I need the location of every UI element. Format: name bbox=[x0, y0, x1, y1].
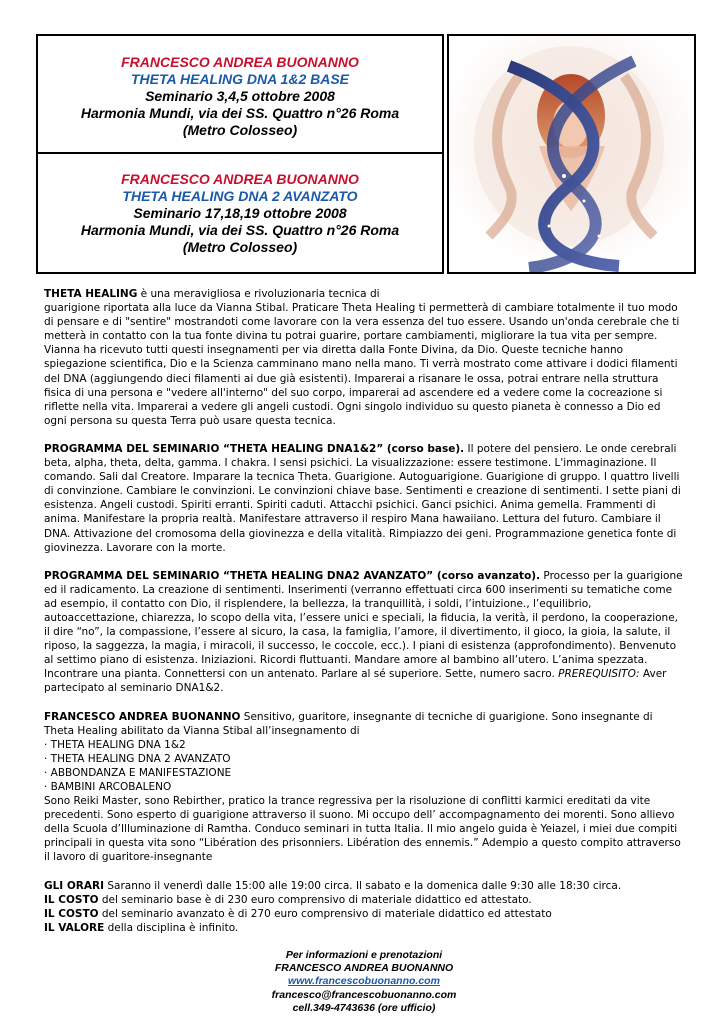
course-list bbox=[44, 738, 684, 794]
bio-first-line bbox=[44, 710, 684, 724]
seminar-venue: Harmonia Mundi, via dei SS. Quattro n°26 Roma bbox=[80, 105, 400, 121]
list-item: · THETA HEALING DNA 1&2 bbox=[44, 738, 186, 751]
contact-email[interactable]: francesco@francescobuonanno.com bbox=[271, 988, 457, 1001]
intro-paragraph bbox=[44, 287, 684, 428]
info-cost-advanced bbox=[44, 907, 684, 921]
program-base-paragraph bbox=[44, 442, 684, 555]
program-base-heading: PROGRAMMA DEL SEMINARIO “THETA HEALING DNA1&2” (corso base). bbox=[44, 442, 465, 455]
info-text: Saranno il venerdì dalle 15:00 alle 19:00 circa. Il sabato e la domenica dalle 9:30 alle 18:30 circa. bbox=[104, 879, 622, 892]
teacher-name: FRANCESCO ANDREA BUONANNO bbox=[121, 54, 359, 70]
contact-name: FRANCESCO ANDREA BUONANNO bbox=[274, 962, 454, 975]
list-item: · ABBONDANZA E MANIFESTAZIONE bbox=[44, 766, 232, 779]
illustration-box bbox=[447, 34, 696, 274]
header-box bbox=[36, 34, 444, 274]
prerequisite-label: PREREQUISITO: bbox=[558, 668, 640, 681]
course-title: THETA HEALING DNA 2 AVANZATO bbox=[122, 188, 358, 204]
website-link[interactable]: www.francescobuonanno.com bbox=[288, 975, 440, 988]
info-label: GLI ORARI bbox=[44, 879, 105, 892]
dna-woman-illustration bbox=[449, 36, 694, 272]
seminar-block-base bbox=[38, 54, 442, 139]
prerequisite-text: Aver partecipato al seminario DNA1&2. bbox=[44, 668, 667, 695]
info-label: IL VALORE bbox=[44, 921, 105, 934]
seminar-dates: Seminario 17,18,19 ottobre 2008 bbox=[133, 205, 347, 221]
contact-heading: Per informazioni e prenotazioni bbox=[285, 948, 443, 961]
info-label: IL COSTO bbox=[44, 893, 99, 906]
intro-text: guarigione riportata alla luce da Vianna Stibal. Praticare Theta Healing ti permetterà di cambiare totalmente il tuo modo di pensare e di "sentire" mostrandoti come lavorare con la vera essenza del tuo essere. Usando un'onda cerebrale che ti metterà in contatto con la tua fonte divina tu potrai guarire, portare cambiamenti, migliorare la tua vita per sempre. Vianna ha ricevuto tutti questi insegnamenti per via diretta dalla Fonte Divina, da Dio. Queste tecniche hanno spiegazione scientifica, Dio e la Scienza camminano mano nella mano. Ti verrà mostrato come attivare i dodici filamenti del DNA (aggiungendo dieci filamenti ai due già esistenti). Imparerai a risanare le ossa, potrai entrare nella struttura fisica di una persona e "vedere all'interno" del suo corpo, imparerai ad ascendere ed a vedere come la cocreazione si riflette nella vita. Imparerai a vedere gli angeli custodi. Ogni singolo individuo su questo pianeta è connesso a Dio ed ogni persona su questa Terra può usare questa tecnica. bbox=[44, 302, 680, 427]
teacher-name: FRANCESCO ANDREA BUONANNO bbox=[121, 171, 359, 187]
intro-text-first: è una meravigliosa e rivoluzionaria tecnica di bbox=[137, 288, 380, 300]
info-hours bbox=[44, 879, 684, 893]
program-base-text: Il potere del pensiero. Le onde cerebrali beta, alpha, theta, delta, gamma. I chakra. I sensi psichici. La visualizzazione: essere testimone. L'immaginazione. Il comando. Sali dal Creatore. Imparare la tecnica Theta. Guarigione. Autoguarigione. Guarigione di gruppo. I quattro livelli di convinzione. Cambiare le convinzioni. Le convinzioni chiave base. Sentimenti e creazione di sentimenti. I sette piani di esistenza. Angeli custodi. Spiriti erranti. Spiriti caduti. Attacchi psichici. Ganci psichici. Anima gemella. Frammenti di anima. Manifestare la propria realtà. Manifestare attraverso il respiro Mana hawaiiano. Lettura del futuro. Cambiare il DNA. Attivazione del cromosoma della giovinezza e della vitalità. Rimpiazzo dei geni. Programmazione genetica fonte di giovinezza. Lavorare con la morte. bbox=[44, 442, 681, 554]
seminar-metro: (Metro Colosseo) bbox=[182, 122, 298, 138]
bio-section bbox=[44, 710, 684, 865]
list-item: · BAMBINI ARCOBALENO bbox=[44, 781, 172, 793]
seminar-block-advanced bbox=[38, 171, 442, 256]
bio-line-1: Sensitivo, guaritore, insegnante di tecniche di guarigione. Sono insegnante di bbox=[240, 710, 653, 723]
bio-line-2: Theta Healing abilitato da Vianna Stibal all’insegnamento di bbox=[44, 724, 360, 737]
info-text: del seminario base è di 230 euro comprensivo di materiale didattico ed attestato. bbox=[98, 893, 532, 906]
program-advanced-text: Processo per la guarigione ed il radicamento. La creazione di sentimenti. Inserimenti (verranno effettuati circa 600 inserimenti su tematiche come ad esempio, il contatto con Dio, il risplendere, la bellezza, la tranquillità, i soldi, l’intuizione., l’equilibrio, autoaccettazione, chiarezza, lo scopo della vita, l’essere unici e speciali, la fiducia, la verità, il perdono, la cooperazione, il dire “no”, la compassione, l’essere al sicuro, la casa, la famiglia, l’amore, il divertimento, il gioco, la gioia, la salute, il riposo, la saggezza, la magia, i miracoli, il successo, le coccole, ecc.). I piani di esistenza (approfondimento). Benvenuto al settimo piano di esistenza. Iniziazioni. Ricordi fluttuanti. Mandare amore al bambino all’utero. L’anima spezzata. Incontrare una pianta. Connettersi con un antenato. Parlare al sé superiore. Sette, numero sacro. bbox=[44, 569, 683, 681]
info-cost-base bbox=[44, 893, 684, 907]
info-text: della disciplina è infinito. bbox=[104, 921, 239, 934]
course-title: THETA HEALING DNA 1&2 BASE bbox=[130, 71, 350, 87]
program-advanced-heading: PROGRAMMA DEL SEMINARIO “THETA HEALING DNA2 AVANZATO” (corso avanzato). bbox=[44, 569, 541, 582]
contact-block bbox=[44, 949, 684, 1015]
info-label: IL COSTO bbox=[44, 907, 99, 920]
body-content bbox=[44, 287, 684, 1015]
bio-text: Sono Reiki Master, sono Rebirther, pratico la trance regressiva per la risoluzione di conflitti karmici ereditati da vite precedenti. Sono esperto di guarigione attraverso il suono. Mi occupo dell’ accompagnamento dei morenti. Sono allievo della Scuola d’Illuminazione di Ramtha. Conduco seminari in tutta Italia. Il mio angelo guida è Yeiazel, i miei due compiti principali in questa vita sono “Libération des prisonniers. Libération des ennemis.” Adempio a questo compito attraverso il lavoro di guaritore-insegnante bbox=[44, 795, 681, 864]
seminar-dates: Seminario 3,4,5 ottobre 2008 bbox=[145, 88, 335, 104]
program-advanced-paragraph bbox=[44, 569, 684, 696]
info-text: del seminario avanzato è di 270 euro comprensivo di materiale didattico ed attestato bbox=[98, 907, 552, 920]
seminar-metro: (Metro Colosseo) bbox=[182, 239, 298, 255]
seminar-venue: Harmonia Mundi, via dei SS. Quattro n°26 Roma bbox=[80, 222, 400, 238]
bio-heading: FRANCESCO ANDREA BUONANNO bbox=[44, 710, 241, 723]
info-value bbox=[44, 921, 684, 935]
info-section bbox=[44, 879, 684, 935]
list-item: · THETA HEALING DNA 2 AVANZATO bbox=[44, 752, 231, 765]
header-divider bbox=[38, 152, 442, 154]
contact-phone: cell.349-4743636 (ore ufficio) bbox=[292, 1001, 436, 1014]
intro-lead: THETA HEALING bbox=[44, 288, 138, 300]
